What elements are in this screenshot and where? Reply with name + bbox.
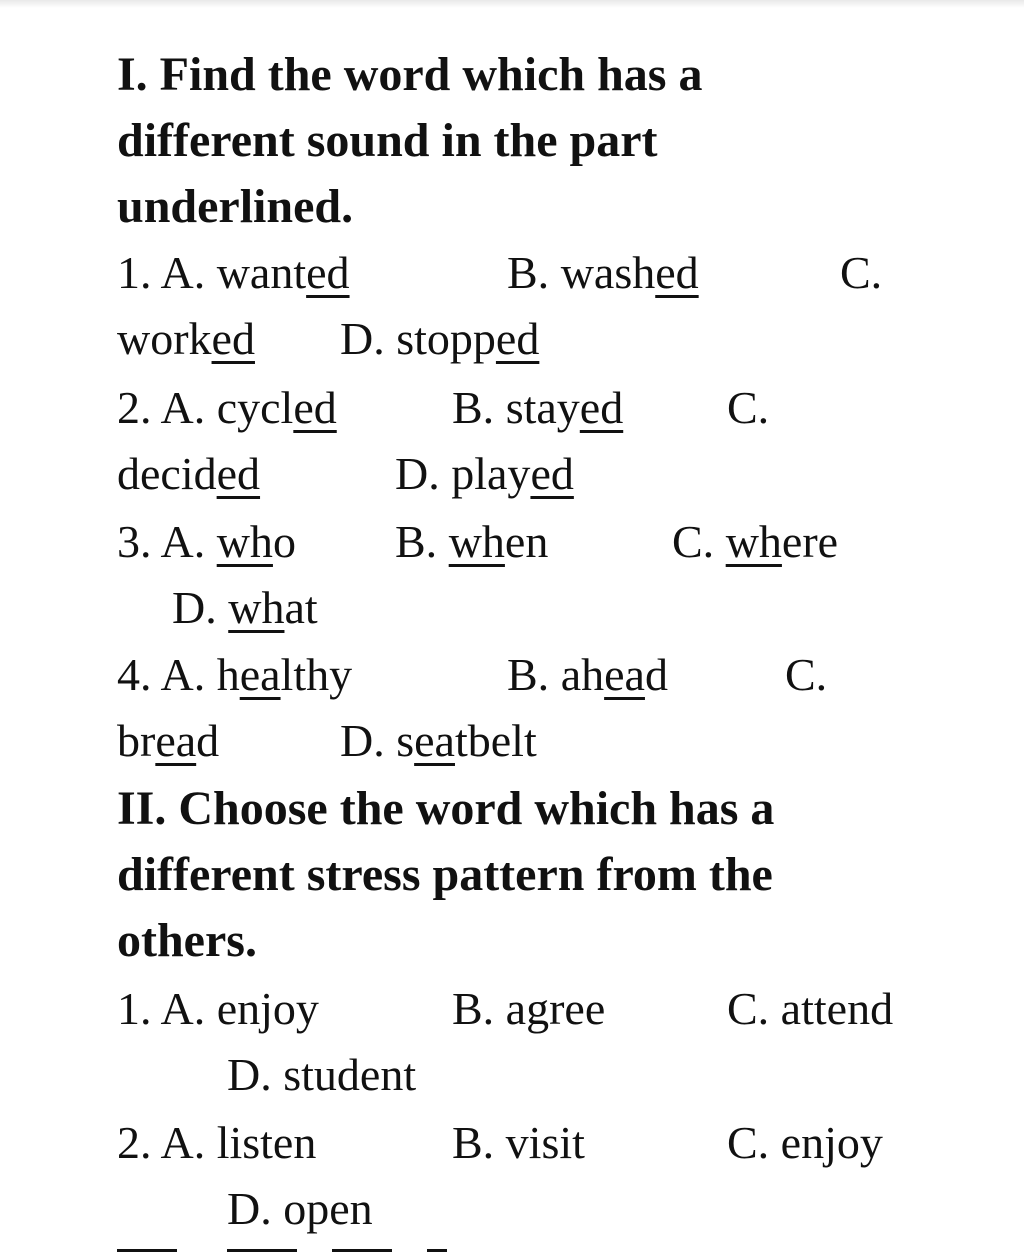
s1-q3-option-d: D. what: [172, 582, 318, 633]
s1-q2-d-underlined: ed: [530, 448, 574, 499]
s1-q2-option-b: B. stayed: [452, 382, 624, 433]
s1-q4-d-underlined: ea: [414, 715, 455, 766]
s1-q2-b-underlined: ed: [579, 382, 624, 433]
s2-q2-line1: [117, 1110, 997, 1176]
s1-q1-d-underlined: ed: [495, 313, 540, 364]
s1-q1-option-b: B. washed: [507, 247, 699, 298]
s1-q2-option-d: D. played: [395, 448, 574, 499]
s1-q2-c-underlined: ed: [216, 448, 261, 499]
s1-q1-option-c: worked: [117, 313, 255, 364]
section2-heading-line3: others.: [117, 914, 257, 967]
section1-heading-line2: different sound in the part: [117, 114, 658, 167]
s1-q4-line2: [117, 708, 997, 774]
s1-q3-line1: [117, 509, 997, 575]
cutoff-next-heading: [117, 1243, 1017, 1255]
s1-q4-a-underlined: ea: [239, 649, 281, 700]
s1-q2-a-underlined: ed: [293, 382, 337, 433]
s1-q3-option-a: 3. A. who: [117, 516, 296, 567]
s2-q1-option-a: 1. A. enjoy: [117, 983, 319, 1034]
s2-q2-option-a: 2. A. listen: [117, 1117, 317, 1168]
s1-q1-line1: [117, 240, 997, 306]
s1-q3-a-underlined: wh: [216, 516, 273, 567]
s2-q2-option-c: C. enjoy: [727, 1117, 883, 1168]
s1-q3-d-underlined: wh: [228, 582, 285, 633]
s1-q1-option-a: 1. A. wanted: [117, 247, 350, 298]
s1-q3-b-underlined: wh: [448, 516, 505, 567]
s1-q1-a-underlined: ed: [306, 247, 350, 298]
s1-q3-line2: [117, 575, 997, 641]
s2-q1-option-c: C. attend: [727, 983, 894, 1034]
section2-heading-line2: different stress pattern from the: [117, 848, 773, 901]
s1-q1-option-c-label: C.: [840, 247, 883, 298]
s2-q2-line2: [117, 1176, 997, 1242]
s1-q2-option-a: 2. A. cycled: [117, 382, 337, 433]
s1-q1-option-d: D. stopped: [340, 313, 540, 364]
s1-q4-line1: [117, 642, 997, 708]
s1-q2-option-c: decided: [117, 448, 261, 499]
s1-q4-option-c: bread: [117, 715, 220, 766]
s1-q4-option-a: 4. A. healthy: [117, 649, 353, 700]
s1-q2-line1: [117, 375, 997, 441]
s2-q2-option-d: D. open: [227, 1183, 373, 1234]
s1-q1-b-underlined: ed: [655, 247, 699, 298]
s1-q2-line2: [117, 441, 997, 507]
s1-q4-option-c-label: C.: [785, 649, 828, 700]
s1-q4-b-underlined: ea: [604, 649, 645, 700]
section1-heading-line1: I. Find the word which has a: [117, 48, 703, 101]
section2-heading-line1: II. Choose the word which has a: [117, 782, 775, 835]
s2-q1-line2: [117, 1042, 997, 1108]
s1-q1-line2: [117, 306, 997, 372]
s2-q1-option-b: B. agree: [452, 983, 606, 1034]
s2-q1-option-d: D. student: [227, 1049, 417, 1100]
s1-q3-option-b: B. when: [395, 516, 549, 567]
s1-q4-c-underlined: ea: [155, 715, 197, 766]
s2-q2-option-b: B. visit: [452, 1117, 585, 1168]
s1-q2-option-c-label: C.: [727, 382, 770, 433]
top-shadow: [0, 0, 1024, 8]
s1-q1-c-underlined: ed: [211, 313, 255, 364]
s1-q3-c-underlined: wh: [725, 516, 782, 567]
s1-q4-option-d: D. seatbelt: [340, 715, 537, 766]
s1-q3-option-c: C. where: [672, 516, 839, 567]
s2-q1-line1: [117, 976, 997, 1042]
section1-heading-line3: underlined.: [117, 180, 354, 233]
s1-q4-option-b: B. ahead: [507, 649, 668, 700]
